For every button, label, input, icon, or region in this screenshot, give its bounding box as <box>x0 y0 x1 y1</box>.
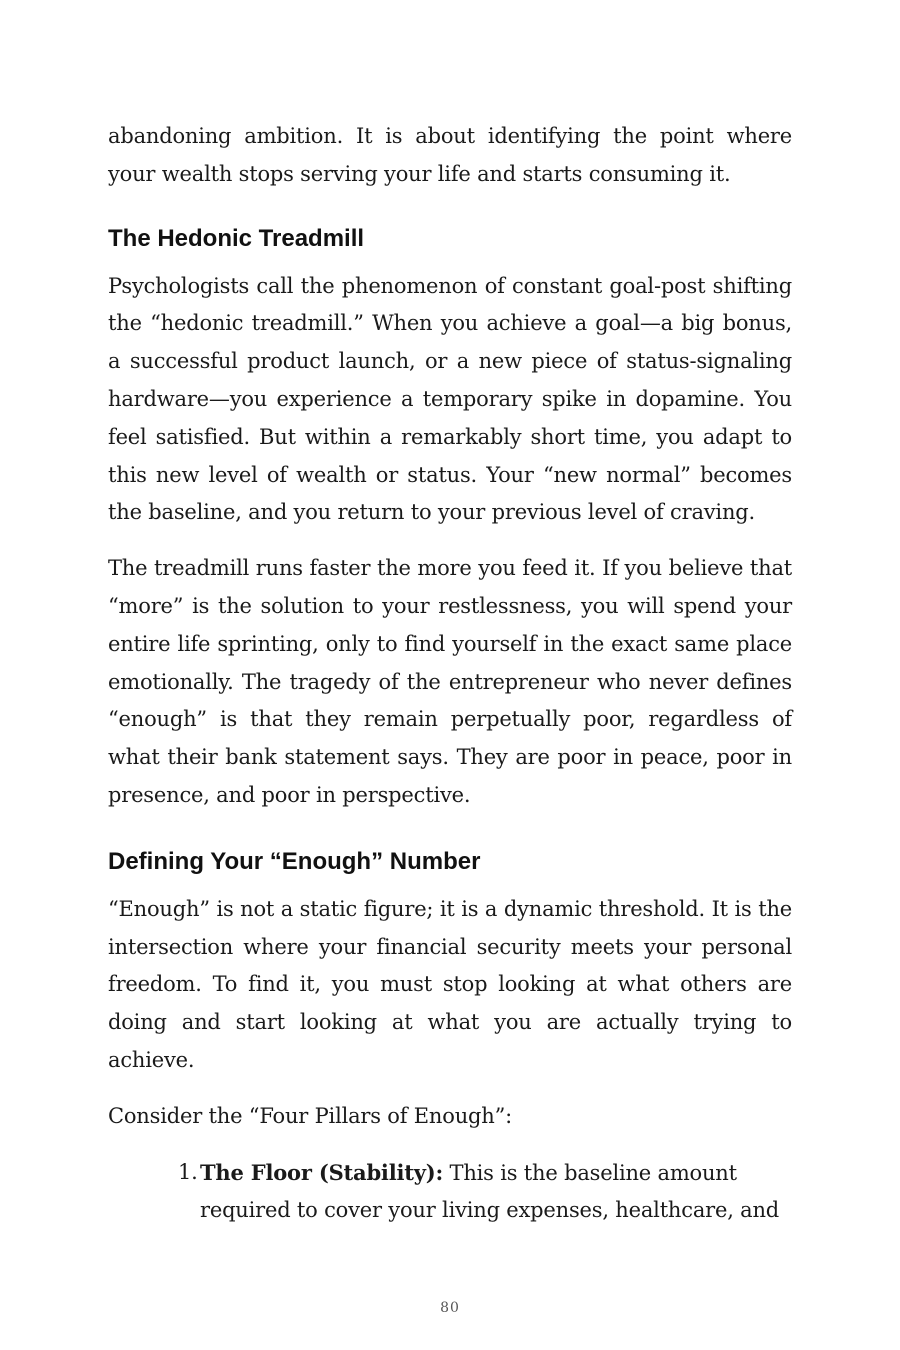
intro-paragraph: abandoning ambition. It is about identifying the point where your wealth stops serving your life and starts consuming it. <box>108 124 792 186</box>
page-number: 80 <box>440 1300 460 1316</box>
list-item-text: This is the baseline amount required to cover your living expenses, healthcare, and <box>200 1160 780 1223</box>
paragraph-enough-2: Consider the “Four Pillars of Enough”: <box>108 1103 513 1128</box>
list-item-number: 1. <box>178 1159 198 1184</box>
page-body <box>108 118 792 1230</box>
section-heading-hedonic-treadmill: The Hedonic Treadmill <box>108 224 365 252</box>
paragraph-hedonic-2: The treadmill runs faster the more you feed it. If you believe that “more” is the solution to your restlessness, you will spend your entire life sprinting, only to find yourself in the exact same place emotionally. The tragedy of the entrepreneur who never defines “enough” is that they remain perpetually poor, regardless of what their bank statement says. They are poor in peace, poor in presence, and poor in perspective. <box>108 556 792 807</box>
section-heading-enough-number: Defining Your “Enough” Number <box>108 847 481 875</box>
list-item <box>108 1154 792 1231</box>
list-item-term: The Floor (Stability): <box>200 1159 444 1185</box>
four-pillars-list <box>108 1154 792 1231</box>
paragraph-enough-1: “Enough” is not a static figure; it is a dynamic threshold. It is the intersection where your financial security meets your personal freedom. To find it, you must stop looking at what others are doing and start looking at what you are actually trying to achieve. <box>108 896 792 1072</box>
paragraph-hedonic-1: Psychologists call the phenomenon of constant goal-post shifting the “hedonic treadmill.” When you achieve a goal—a big bonus, a successful product launch, or a new piece of status-signaling hardware—you experience a temporary spike in dopamine. You feel satisfied. But within a remarkably short time, you adapt to this new level of wealth or status. Your “new normal” becomes the baseline, and you return to your previous level of craving. <box>108 273 792 525</box>
